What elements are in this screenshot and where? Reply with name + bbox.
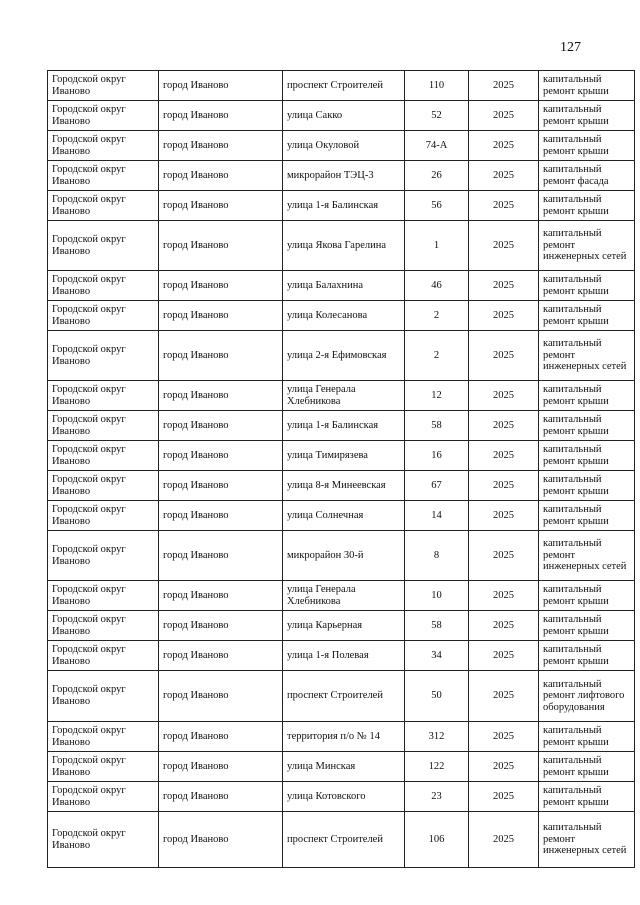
street-cell: улица 1-я Балинская xyxy=(283,411,405,441)
table-row xyxy=(48,812,635,868)
table-row xyxy=(48,331,635,381)
work-type-cell: капитальный ремонт инженерных сетей xyxy=(539,331,635,381)
street-cell: улица Генерала Хлебникова xyxy=(283,581,405,611)
year-cell: 2025 xyxy=(469,581,539,611)
district-cell: Городской округ Иваново xyxy=(48,812,159,868)
table-row xyxy=(48,381,635,411)
street-cell: улица Сакко xyxy=(283,101,405,131)
house-cell: 106 xyxy=(405,812,469,868)
work-type-cell: капитальный ремонт крыши xyxy=(539,271,635,301)
district-cell: Городской округ Иваново xyxy=(48,381,159,411)
house-cell: 1 xyxy=(405,221,469,271)
district-cell: Городской округ Иваново xyxy=(48,531,159,581)
table-row xyxy=(48,531,635,581)
district-cell: Городской округ Иваново xyxy=(48,411,159,441)
table-row xyxy=(48,411,635,441)
district-cell: Городской округ Иваново xyxy=(48,101,159,131)
repair-schedule-table xyxy=(47,70,635,868)
city-cell: город Иваново xyxy=(159,301,283,331)
work-type-cell: капитальный ремонт крыши xyxy=(539,782,635,812)
table-row xyxy=(48,671,635,722)
year-cell: 2025 xyxy=(469,441,539,471)
work-type-cell: капитальный ремонт крыши xyxy=(539,411,635,441)
street-cell: улица 2-я Ефимовская xyxy=(283,331,405,381)
year-cell: 2025 xyxy=(469,191,539,221)
district-cell: Городской округ Иваново xyxy=(48,191,159,221)
work-type-cell: капитальный ремонт крыши xyxy=(539,101,635,131)
year-cell: 2025 xyxy=(469,611,539,641)
street-cell: улица Якова Гарелина xyxy=(283,221,405,271)
district-cell: Городской округ Иваново xyxy=(48,471,159,501)
street-cell: проспект Строителей xyxy=(283,671,405,722)
street-cell: улица Балахнина xyxy=(283,271,405,301)
work-type-cell: капитальный ремонт крыши xyxy=(539,752,635,782)
table-row xyxy=(48,161,635,191)
city-cell: город Иваново xyxy=(159,221,283,271)
table-row xyxy=(48,131,635,161)
table-row xyxy=(48,752,635,782)
year-cell: 2025 xyxy=(469,301,539,331)
table-row xyxy=(48,611,635,641)
work-type-cell: капитальный ремонт крыши xyxy=(539,722,635,752)
year-cell: 2025 xyxy=(469,411,539,441)
table-row xyxy=(48,581,635,611)
work-type-cell: капитальный ремонт фасада xyxy=(539,161,635,191)
house-cell: 23 xyxy=(405,782,469,812)
house-cell: 50 xyxy=(405,671,469,722)
year-cell: 2025 xyxy=(469,381,539,411)
city-cell: город Иваново xyxy=(159,271,283,301)
street-cell: улица Генерала Хлебникова xyxy=(283,381,405,411)
house-cell: 2 xyxy=(405,301,469,331)
year-cell: 2025 xyxy=(469,641,539,671)
street-cell: улица Окуловой xyxy=(283,131,405,161)
district-cell: Городской округ Иваново xyxy=(48,581,159,611)
district-cell: Городской округ Иваново xyxy=(48,271,159,301)
work-type-cell: капитальный ремонт крыши xyxy=(539,131,635,161)
house-cell: 46 xyxy=(405,271,469,301)
work-type-cell: капитальный ремонт инженерных сетей xyxy=(539,812,635,868)
house-cell: 2 xyxy=(405,331,469,381)
house-cell: 58 xyxy=(405,611,469,641)
street-cell: улица Солнечная xyxy=(283,501,405,531)
table-body xyxy=(48,71,635,868)
street-cell: улица 1-я Полевая xyxy=(283,641,405,671)
city-cell: город Иваново xyxy=(159,782,283,812)
work-type-cell: капитальный ремонт крыши xyxy=(539,471,635,501)
year-cell: 2025 xyxy=(469,271,539,301)
house-cell: 122 xyxy=(405,752,469,782)
district-cell: Городской округ Иваново xyxy=(48,131,159,161)
street-cell: улица Котовского xyxy=(283,782,405,812)
house-cell: 110 xyxy=(405,71,469,101)
street-cell: проспект Строителей xyxy=(283,812,405,868)
district-cell: Городской округ Иваново xyxy=(48,641,159,671)
district-cell: Городской округ Иваново xyxy=(48,71,159,101)
work-type-cell: капитальный ремонт крыши xyxy=(539,441,635,471)
table-row xyxy=(48,782,635,812)
year-cell: 2025 xyxy=(469,331,539,381)
district-cell: Городской округ Иваново xyxy=(48,782,159,812)
work-type-cell: капитальный ремонт инженерных сетей xyxy=(539,531,635,581)
table-row xyxy=(48,191,635,221)
year-cell: 2025 xyxy=(469,221,539,271)
street-cell: улица Карьерная xyxy=(283,611,405,641)
city-cell: город Иваново xyxy=(159,411,283,441)
year-cell: 2025 xyxy=(469,71,539,101)
city-cell: город Иваново xyxy=(159,101,283,131)
district-cell: Городской округ Иваново xyxy=(48,752,159,782)
house-cell: 56 xyxy=(405,191,469,221)
work-type-cell: капитальный ремонт крыши xyxy=(539,581,635,611)
table-row xyxy=(48,501,635,531)
district-cell: Городской округ Иваново xyxy=(48,221,159,271)
table-row xyxy=(48,641,635,671)
street-cell: микрорайон 30-й xyxy=(283,531,405,581)
work-type-cell: капитальный ремонт крыши xyxy=(539,191,635,221)
city-cell: город Иваново xyxy=(159,471,283,501)
district-cell: Городской округ Иваново xyxy=(48,722,159,752)
work-type-cell: капитальный ремонт крыши xyxy=(539,641,635,671)
city-cell: город Иваново xyxy=(159,161,283,191)
work-type-cell: капитальный ремонт лифтового оборудования xyxy=(539,671,635,722)
work-type-cell: капитальный ремонт крыши xyxy=(539,611,635,641)
table-row xyxy=(48,722,635,752)
city-cell: город Иваново xyxy=(159,441,283,471)
district-cell: Городской округ Иваново xyxy=(48,301,159,331)
city-cell: город Иваново xyxy=(159,191,283,221)
house-cell: 10 xyxy=(405,581,469,611)
house-cell: 16 xyxy=(405,441,469,471)
work-type-cell: капитальный ремонт крыши xyxy=(539,71,635,101)
year-cell: 2025 xyxy=(469,501,539,531)
city-cell: город Иваново xyxy=(159,752,283,782)
district-cell: Городской округ Иваново xyxy=(48,611,159,641)
street-cell: улица 1-я Балинская xyxy=(283,191,405,221)
house-cell: 14 xyxy=(405,501,469,531)
house-cell: 34 xyxy=(405,641,469,671)
house-cell: 12 xyxy=(405,381,469,411)
city-cell: город Иваново xyxy=(159,381,283,411)
table-row xyxy=(48,271,635,301)
table-row xyxy=(48,471,635,501)
year-cell: 2025 xyxy=(469,812,539,868)
district-cell: Городской округ Иваново xyxy=(48,161,159,191)
year-cell: 2025 xyxy=(469,101,539,131)
work-type-cell: капитальный ремонт крыши xyxy=(539,381,635,411)
city-cell: город Иваново xyxy=(159,581,283,611)
house-cell: 26 xyxy=(405,161,469,191)
city-cell: город Иваново xyxy=(159,531,283,581)
year-cell: 2025 xyxy=(469,782,539,812)
year-cell: 2025 xyxy=(469,752,539,782)
district-cell: Городской округ Иваново xyxy=(48,331,159,381)
city-cell: город Иваново xyxy=(159,611,283,641)
year-cell: 2025 xyxy=(469,471,539,501)
city-cell: город Иваново xyxy=(159,812,283,868)
city-cell: город Иваново xyxy=(159,641,283,671)
city-cell: город Иваново xyxy=(159,131,283,161)
year-cell: 2025 xyxy=(469,161,539,191)
house-cell: 8 xyxy=(405,531,469,581)
work-type-cell: капитальный ремонт инженерных сетей xyxy=(539,221,635,271)
house-cell: 52 xyxy=(405,101,469,131)
page-number: 127 xyxy=(560,40,581,55)
house-cell: 67 xyxy=(405,471,469,501)
work-type-cell: капитальный ремонт крыши xyxy=(539,301,635,331)
year-cell: 2025 xyxy=(469,671,539,722)
work-type-cell: капитальный ремонт крыши xyxy=(539,501,635,531)
house-cell: 58 xyxy=(405,411,469,441)
street-cell: улица Тимирязева xyxy=(283,441,405,471)
district-cell: Городской округ Иваново xyxy=(48,441,159,471)
city-cell: город Иваново xyxy=(159,501,283,531)
city-cell: город Иваново xyxy=(159,331,283,381)
district-cell: Городской округ Иваново xyxy=(48,501,159,531)
table-row xyxy=(48,71,635,101)
city-cell: город Иваново xyxy=(159,71,283,101)
table-row xyxy=(48,441,635,471)
city-cell: город Иваново xyxy=(159,671,283,722)
house-cell: 312 xyxy=(405,722,469,752)
table-row xyxy=(48,101,635,131)
district-cell: Городской округ Иваново xyxy=(48,671,159,722)
street-cell: проспект Строителей xyxy=(283,71,405,101)
house-cell: 74-А xyxy=(405,131,469,161)
street-cell: территория п/о № 14 xyxy=(283,722,405,752)
street-cell: улица Минская xyxy=(283,752,405,782)
city-cell: город Иваново xyxy=(159,722,283,752)
street-cell: улица 8-я Минеевская xyxy=(283,471,405,501)
year-cell: 2025 xyxy=(469,131,539,161)
year-cell: 2025 xyxy=(469,722,539,752)
street-cell: микрорайон ТЭЦ-3 xyxy=(283,161,405,191)
table-row xyxy=(48,301,635,331)
street-cell: улица Колесанова xyxy=(283,301,405,331)
year-cell: 2025 xyxy=(469,531,539,581)
table-row xyxy=(48,221,635,271)
